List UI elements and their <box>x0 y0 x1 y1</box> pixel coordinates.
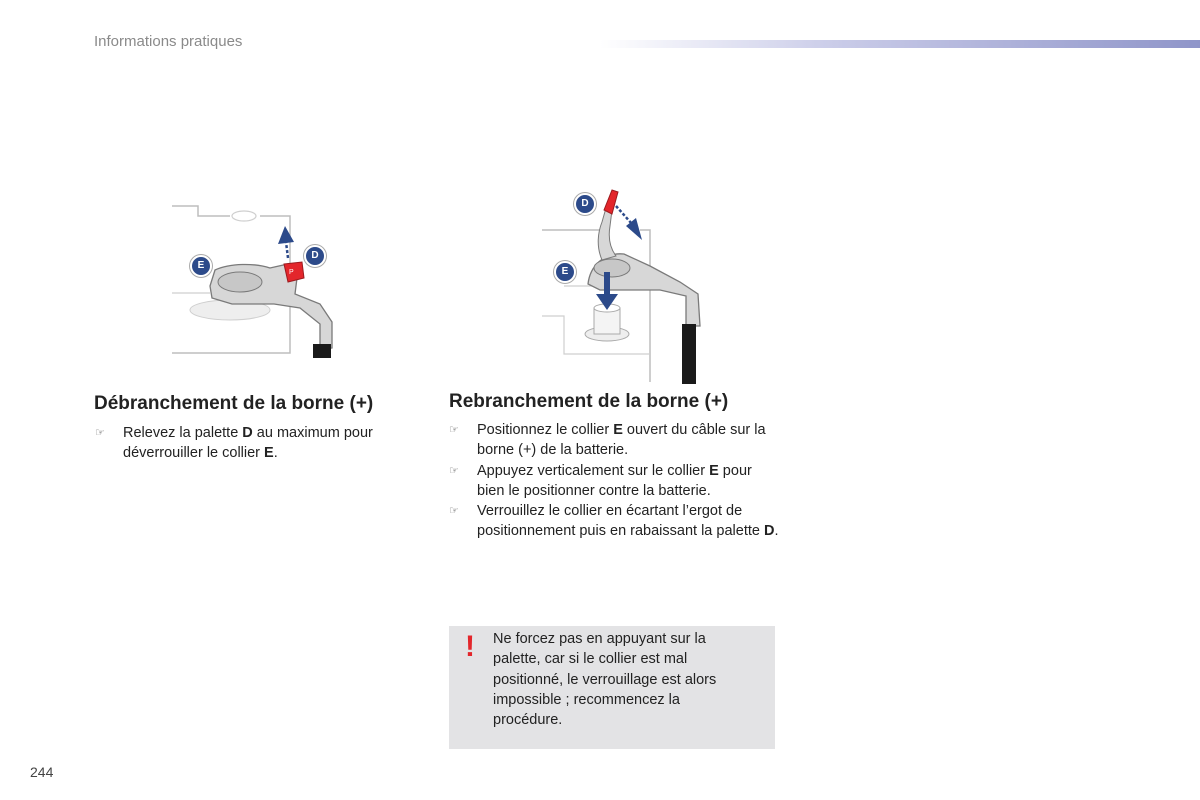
pointing-hand-icon: ☞ <box>449 464 459 477</box>
label-e-badge: E <box>190 255 212 277</box>
pointing-hand-icon: ☞ <box>95 427 105 439</box>
list-item: ☞ Appuyez verticalement sur le collier E pour bien le positionner contre la batterie. <box>449 462 752 499</box>
bullet-list-disconnect <box>95 423 395 464</box>
list-item: ☞ Relevez la palette D au maximum pour déverrouiller le collier E. <box>95 425 373 462</box>
warning-text: Ne forcez pas en appuyant sur la palette, car si le collier est mal positionné, le verrouillage est alors impossible ; recommencez la procédure. <box>493 631 717 729</box>
bullet-list-reconnect <box>449 420 779 542</box>
illustration-reconnect <box>540 186 720 386</box>
page-header-title: Informations pratiques <box>94 33 243 50</box>
exclamation-icon: ! <box>465 630 475 663</box>
header-gradient-bar <box>600 40 1200 48</box>
warning-box <box>449 626 775 749</box>
label-d-badge: D <box>304 245 326 267</box>
list-item: ☞ Verrouillez le collier en écartant l’ergot de positionnement puis en rabaissant la palette D. <box>449 503 779 540</box>
illustration-disconnect <box>170 198 350 368</box>
pointing-hand-icon: ☞ <box>449 505 459 518</box>
label-d-badge: D <box>574 193 596 215</box>
svg-text:P: P <box>289 269 294 276</box>
page-number: 244 <box>30 764 54 780</box>
list-item: ☞ Positionnez le collier E ouvert du câble sur la borne (+) de la batterie. <box>449 422 766 459</box>
label-e-badge: E <box>554 261 576 283</box>
section-title-disconnect: Débranchement de la borne (+) <box>94 393 374 414</box>
section-title-reconnect: Rebranchement de la borne (+) <box>449 391 729 412</box>
pointing-hand-icon: ☞ <box>449 424 459 436</box>
